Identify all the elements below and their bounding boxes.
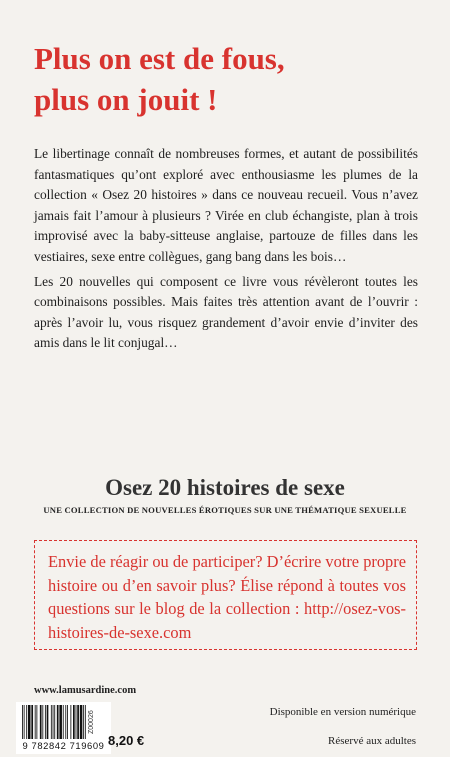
- blog-info-box: [34, 540, 417, 650]
- headline: [34, 38, 434, 120]
- headline-line-1: Plus on est de fous,: [34, 41, 285, 76]
- digital-availability: Disponible en version numérique: [269, 706, 416, 718]
- blurb-paragraph-1: Le libertinage connaît de nombreuses formes, et autant de possibilités fantasmatiques qu’ont exploré avec enthousiasme les plumes de la collection « Osez 20 histoires » dans ce nouveau recueil. Vous n’avez jamais fait l’amour à plusieurs ? Virée en club échangiste, plan à trois improvisé avec la baby-sitteuse anglaise, partouze de filles dans les vestiaires, sexe entre collègues, gang bang dans les bois…: [34, 146, 418, 264]
- headline-line-2: plus on jouit !: [34, 82, 218, 117]
- blurb-paragraph-2: Les 20 nouvelles qui composent ce livre vous révèleront toutes les combinaisons possibles. Mais faites très attention avant de l’ouvrir : après l’avoir lu, vous risquez grandement d’avoir envie d’inviter des amis dans le lit conjugal…: [34, 273, 418, 351]
- back-cover-blurb: [34, 144, 418, 358]
- publisher-website: www.lamusardine.com: [34, 685, 137, 696]
- isbn-barcode: [16, 702, 111, 754]
- product-code: Z00026: [88, 710, 95, 734]
- blog-info-text: Envie de réagir ou de participer? D’écrire votre propre histoire ou d’en savoir plus? Élise répond à toutes vos questions sur le blog de la collection : http://osez-vos-histoires-de-sexe.com: [48, 552, 406, 642]
- ean-number: 9 782842 719609: [22, 740, 105, 751]
- series-title: Osez 20 histoires de sexe: [105, 475, 345, 500]
- series-subtitle: UNE COLLECTION DE NOUVELLES ÉROTIQUES SUR UNE THÉMATIQUE SEXUELLE: [43, 505, 407, 515]
- adults-only-notice: Réservé aux adultes: [328, 735, 416, 747]
- price: 8,20 €: [108, 733, 145, 748]
